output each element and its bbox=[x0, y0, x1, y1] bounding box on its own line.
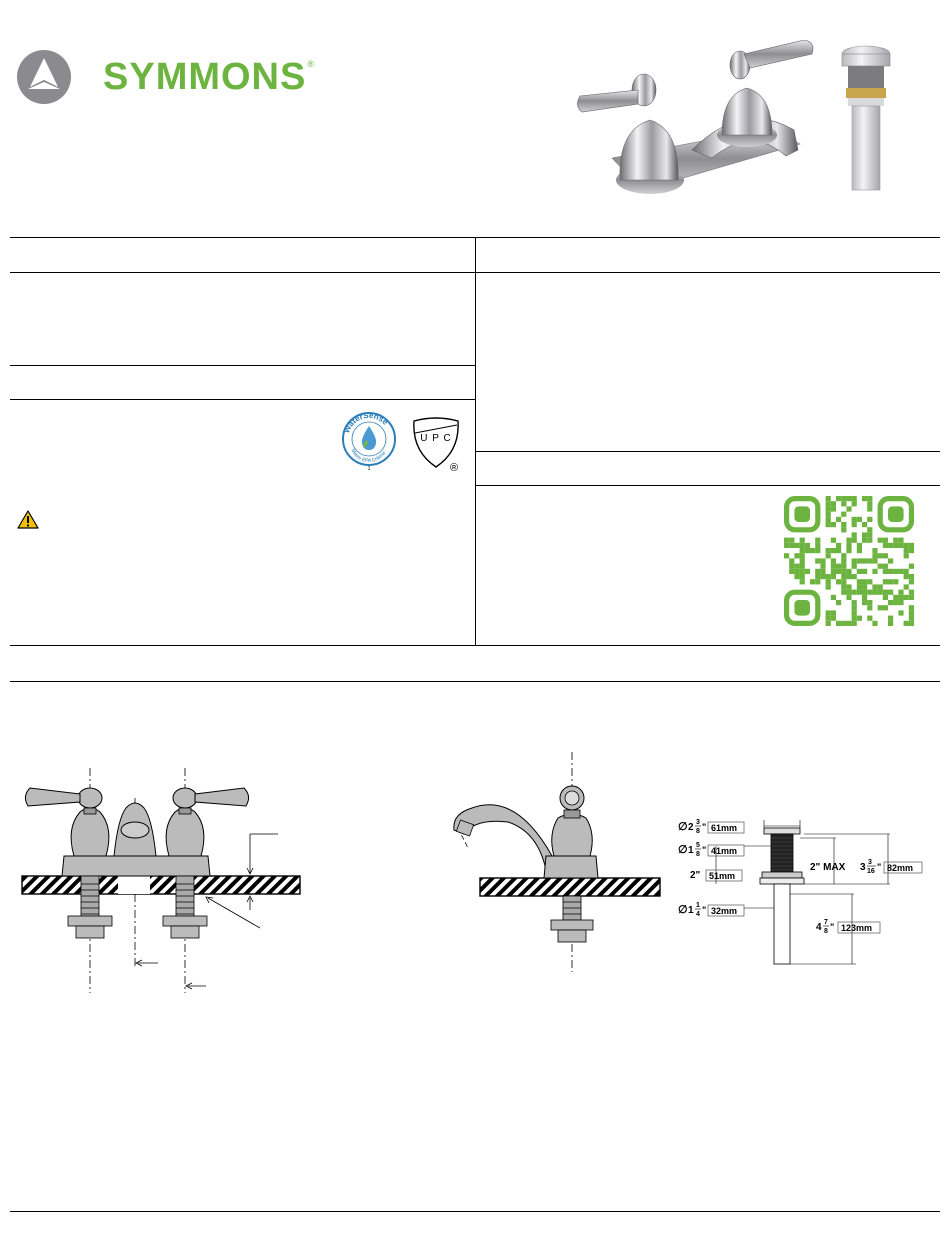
qr-module bbox=[883, 605, 888, 610]
divider bbox=[10, 681, 940, 682]
qr-module bbox=[898, 569, 903, 574]
qr-finder-center bbox=[794, 506, 810, 522]
qr-module bbox=[888, 579, 893, 584]
watersense-bottom-text: Meets EPA Criteria bbox=[349, 448, 387, 465]
qr-module bbox=[857, 590, 862, 595]
qr-module bbox=[867, 558, 872, 563]
qr-module bbox=[909, 543, 914, 548]
qr-module bbox=[888, 543, 893, 548]
qr-module bbox=[852, 538, 857, 543]
qr-module bbox=[826, 496, 831, 501]
brand-name bbox=[103, 58, 315, 96]
svg-text:1: 1 bbox=[367, 466, 371, 472]
tail-length-den: 8 bbox=[824, 928, 828, 935]
qr-module bbox=[904, 595, 909, 600]
qr-module bbox=[867, 616, 872, 621]
qr-module bbox=[789, 543, 794, 548]
divider bbox=[475, 451, 940, 452]
qr-module bbox=[883, 579, 888, 584]
total-height-mm: 82mm bbox=[887, 863, 914, 873]
qr-module bbox=[815, 569, 820, 574]
qr-module bbox=[841, 512, 846, 517]
qr-module bbox=[893, 569, 898, 574]
tail-length-whole: 4 bbox=[816, 922, 822, 933]
upc-text: U P C bbox=[420, 433, 452, 444]
qr-module bbox=[841, 574, 846, 579]
qr-module bbox=[800, 538, 805, 543]
qr-module bbox=[836, 543, 841, 548]
tail-length-mm: 123mm bbox=[841, 923, 873, 933]
divider bbox=[10, 399, 475, 400]
qr-module bbox=[878, 538, 883, 543]
qr-module bbox=[841, 553, 846, 558]
qr-module bbox=[826, 610, 831, 615]
qr-module bbox=[867, 496, 872, 501]
svg-text:": " bbox=[702, 905, 707, 915]
qr-module bbox=[800, 564, 805, 569]
qr-module bbox=[826, 616, 831, 621]
qr-module bbox=[815, 579, 820, 584]
warning-triangle-icon bbox=[17, 510, 39, 529]
qr-module bbox=[883, 553, 888, 558]
qr-module bbox=[857, 569, 862, 574]
qr-module bbox=[846, 574, 851, 579]
qr-module bbox=[909, 616, 914, 621]
qr-module bbox=[836, 548, 841, 553]
qr-module bbox=[836, 496, 841, 501]
qr-module bbox=[784, 538, 789, 543]
svg-text:": " bbox=[877, 862, 882, 872]
qr-module bbox=[846, 496, 851, 501]
qr-module bbox=[815, 548, 820, 553]
qr-module bbox=[857, 584, 862, 589]
qr-module bbox=[898, 610, 903, 615]
qr-module bbox=[909, 621, 914, 626]
qr-module bbox=[826, 506, 831, 511]
qr-module bbox=[878, 553, 883, 558]
qr-module bbox=[898, 543, 903, 548]
qr-module bbox=[857, 616, 862, 621]
qr-module bbox=[846, 538, 851, 543]
faucet-side-view-drawing bbox=[446, 752, 666, 972]
faucet-front-view-drawing bbox=[18, 768, 338, 996]
qr-module bbox=[841, 527, 846, 532]
qr-module bbox=[872, 569, 877, 574]
qr-module bbox=[805, 569, 810, 574]
flange-diameter-mm: 41mm bbox=[711, 846, 738, 856]
tail-diameter-num: 1 bbox=[696, 902, 700, 909]
divider bbox=[10, 365, 475, 366]
qr-module bbox=[904, 584, 909, 589]
svg-text:": " bbox=[702, 845, 707, 855]
tail-diameter-den: 4 bbox=[696, 911, 700, 918]
qr-module bbox=[852, 590, 857, 595]
footer-divider bbox=[10, 1211, 940, 1212]
qr-module bbox=[826, 517, 831, 522]
qr-module bbox=[852, 574, 857, 579]
flange-diameter-den: 8 bbox=[696, 851, 700, 858]
qr-module bbox=[794, 574, 799, 579]
total-height-den: 16 bbox=[867, 868, 875, 875]
qr-module bbox=[815, 538, 820, 543]
drain-dimension-drawing bbox=[676, 808, 926, 973]
svg-text:": " bbox=[702, 822, 707, 832]
qr-module bbox=[800, 569, 805, 574]
qr-module bbox=[893, 595, 898, 600]
qr-module bbox=[862, 590, 867, 595]
qr-module bbox=[831, 522, 836, 527]
qr-module bbox=[836, 579, 841, 584]
qr-module bbox=[857, 579, 862, 584]
qr-module bbox=[883, 590, 888, 595]
tail-diameter-mm: 32mm bbox=[711, 906, 738, 916]
qr-module bbox=[841, 590, 846, 595]
qr-module bbox=[820, 564, 825, 569]
qr-module bbox=[800, 574, 805, 579]
qr-module bbox=[852, 522, 857, 527]
qr-module bbox=[820, 574, 825, 579]
qr-module bbox=[841, 564, 846, 569]
qr-module bbox=[852, 532, 857, 537]
qr-module bbox=[872, 548, 877, 553]
tail-diameter-whole: 1 bbox=[688, 905, 694, 916]
qr-module bbox=[852, 616, 857, 621]
qr-module bbox=[872, 621, 877, 626]
flange-diameter-num: 5 bbox=[696, 842, 700, 849]
qr-module bbox=[904, 574, 909, 579]
qr-module bbox=[909, 548, 914, 553]
qr-module bbox=[904, 543, 909, 548]
qr-module bbox=[898, 600, 903, 605]
qr-module bbox=[841, 501, 846, 506]
qr-module bbox=[800, 548, 805, 553]
qr-module bbox=[852, 501, 857, 506]
qr-module bbox=[909, 595, 914, 600]
qr-module bbox=[867, 590, 872, 595]
qr-module bbox=[841, 558, 846, 563]
qr-module bbox=[794, 564, 799, 569]
qr-module bbox=[862, 584, 867, 589]
qr-module bbox=[789, 538, 794, 543]
qr-code[interactable] bbox=[784, 496, 914, 626]
qr-module bbox=[867, 506, 872, 511]
qr-module bbox=[846, 569, 851, 574]
qr-module bbox=[909, 564, 914, 569]
qr-module bbox=[800, 558, 805, 563]
qr-module bbox=[852, 610, 857, 615]
watersense-logo bbox=[340, 410, 398, 472]
qr-module bbox=[867, 527, 872, 532]
qr-module bbox=[784, 553, 789, 558]
qr-module bbox=[836, 600, 841, 605]
qr-module bbox=[883, 543, 888, 548]
qr-module bbox=[831, 610, 836, 615]
qr-module bbox=[898, 538, 903, 543]
outer-diameter-mm: 61mm bbox=[711, 823, 738, 833]
qr-module bbox=[841, 569, 846, 574]
faucet-product-photo bbox=[572, 40, 822, 200]
qr-module bbox=[862, 522, 867, 527]
qr-module bbox=[810, 579, 815, 584]
flange-diameter-symbol: ∅ bbox=[678, 844, 688, 856]
qr-finder-center bbox=[794, 600, 810, 616]
qr-module bbox=[909, 590, 914, 595]
qr-module bbox=[789, 569, 794, 574]
qr-module bbox=[794, 569, 799, 574]
qr-module bbox=[862, 600, 867, 605]
qr-module bbox=[872, 590, 877, 595]
max-deck-label: 2" MAX bbox=[810, 862, 846, 873]
qr-module bbox=[820, 558, 825, 563]
outer-diameter-den: 8 bbox=[696, 828, 700, 835]
qr-module bbox=[862, 569, 867, 574]
qr-module bbox=[862, 532, 867, 537]
qr-module bbox=[888, 558, 893, 563]
qr-module bbox=[846, 543, 851, 548]
qr-module bbox=[831, 564, 836, 569]
qr-module bbox=[794, 553, 799, 558]
qr-module bbox=[888, 621, 893, 626]
qr-module bbox=[826, 579, 831, 584]
flange-diameter-whole: 1 bbox=[688, 845, 694, 856]
upc-registered-mark: ® bbox=[449, 462, 459, 474]
qr-module bbox=[909, 610, 914, 615]
qr-module bbox=[883, 569, 888, 574]
qr-module bbox=[794, 543, 799, 548]
qr-module bbox=[852, 558, 857, 563]
qr-module bbox=[878, 590, 883, 595]
qr-module bbox=[872, 584, 877, 589]
registered-mark: ® bbox=[307, 59, 315, 69]
qr-module bbox=[872, 558, 877, 563]
qr-module bbox=[852, 621, 857, 626]
qr-module bbox=[852, 600, 857, 605]
brand-name-text: SYMMONS bbox=[103, 56, 307, 98]
qr-module bbox=[789, 558, 794, 563]
qr-module bbox=[888, 569, 893, 574]
qr-module bbox=[862, 558, 867, 563]
tail-diameter-symbol: ∅ bbox=[678, 904, 688, 916]
qr-module bbox=[815, 558, 820, 563]
qr-module bbox=[831, 538, 836, 543]
qr-module bbox=[815, 574, 820, 579]
symmons-emblem-icon bbox=[16, 49, 72, 105]
qr-module bbox=[836, 564, 841, 569]
qr-module bbox=[867, 600, 872, 605]
qr-module bbox=[831, 506, 836, 511]
qr-module bbox=[826, 621, 831, 626]
qr-module bbox=[857, 543, 862, 548]
outer-diameter-whole: 2 bbox=[688, 822, 694, 833]
qr-module bbox=[831, 595, 836, 600]
qr-module bbox=[862, 538, 867, 543]
qr-module bbox=[862, 496, 867, 501]
qr-module bbox=[831, 501, 836, 506]
tail-length-num: 7 bbox=[824, 919, 828, 926]
qr-module bbox=[831, 616, 836, 621]
qr-module bbox=[909, 605, 914, 610]
qr-finder-center bbox=[888, 506, 904, 522]
qr-module bbox=[862, 579, 867, 584]
qr-module bbox=[867, 538, 872, 543]
qr-module bbox=[846, 584, 851, 589]
qr-module bbox=[883, 538, 888, 543]
qr-module bbox=[888, 616, 893, 621]
qr-module bbox=[815, 543, 820, 548]
qr-module bbox=[878, 564, 883, 569]
total-height-num: 3 bbox=[868, 859, 872, 866]
qr-module bbox=[800, 553, 805, 558]
qr-module bbox=[904, 621, 909, 626]
qr-module bbox=[904, 553, 909, 558]
qr-module bbox=[820, 569, 825, 574]
qr-module bbox=[846, 621, 851, 626]
qr-module bbox=[831, 558, 836, 563]
drain-product-photo bbox=[836, 44, 896, 194]
qr-module bbox=[867, 532, 872, 537]
qr-module bbox=[846, 548, 851, 553]
qr-module bbox=[841, 621, 846, 626]
qr-module bbox=[846, 595, 851, 600]
qr-module bbox=[831, 574, 836, 579]
qr-module bbox=[836, 569, 841, 574]
qr-module bbox=[826, 512, 831, 517]
qr-module bbox=[867, 501, 872, 506]
column-divider bbox=[475, 237, 476, 645]
qr-module bbox=[805, 548, 810, 553]
outer-diameter-num: 3 bbox=[696, 819, 700, 826]
qr-module bbox=[852, 605, 857, 610]
qr-module bbox=[800, 579, 805, 584]
qr-module bbox=[841, 584, 846, 589]
qr-module bbox=[841, 522, 846, 527]
qr-module bbox=[909, 579, 914, 584]
qr-module bbox=[826, 574, 831, 579]
divider bbox=[10, 645, 940, 646]
qr-module bbox=[893, 579, 898, 584]
total-height-whole: 3 bbox=[860, 862, 866, 873]
qr-module bbox=[867, 605, 872, 610]
qr-module bbox=[883, 595, 888, 600]
qr-module bbox=[800, 543, 805, 548]
qr-module bbox=[789, 564, 794, 569]
qr-module bbox=[831, 569, 836, 574]
svg-text:": " bbox=[830, 922, 835, 932]
qr-module bbox=[841, 496, 846, 501]
qr-module bbox=[852, 496, 857, 501]
qr-module bbox=[857, 548, 862, 553]
qr-module bbox=[904, 569, 909, 574]
qr-module bbox=[826, 501, 831, 506]
qr-module bbox=[826, 553, 831, 558]
qr-module bbox=[852, 517, 857, 522]
divider bbox=[475, 485, 940, 486]
qr-module bbox=[878, 584, 883, 589]
qr-module bbox=[909, 574, 914, 579]
qr-module bbox=[857, 517, 862, 522]
qr-module bbox=[846, 506, 851, 511]
qr-module bbox=[872, 553, 877, 558]
qr-module bbox=[893, 543, 898, 548]
qr-module bbox=[831, 548, 836, 553]
qr-module bbox=[893, 538, 898, 543]
qr-module bbox=[810, 548, 815, 553]
qr-module bbox=[867, 517, 872, 522]
qr-module bbox=[836, 621, 841, 626]
qr-module bbox=[805, 543, 810, 548]
upc-certification-logo bbox=[410, 415, 464, 475]
qr-module bbox=[904, 548, 909, 553]
qr-module bbox=[898, 590, 903, 595]
qr-module bbox=[852, 564, 857, 569]
qr-module bbox=[898, 595, 903, 600]
qr-module bbox=[857, 558, 862, 563]
qr-module bbox=[836, 517, 841, 522]
qr-module bbox=[784, 543, 789, 548]
qr-module bbox=[883, 564, 888, 569]
flange-height-whole: 2" bbox=[690, 870, 701, 881]
qr-module bbox=[841, 579, 846, 584]
qr-module bbox=[846, 590, 851, 595]
outer-diameter-symbol: ∅ bbox=[678, 821, 688, 833]
qr-module bbox=[888, 600, 893, 605]
qr-module bbox=[888, 590, 893, 595]
qr-module bbox=[826, 584, 831, 589]
flange-height-mm: 51mm bbox=[709, 871, 736, 881]
qr-module bbox=[878, 605, 883, 610]
qr-module bbox=[867, 579, 872, 584]
qr-module bbox=[893, 600, 898, 605]
qr-module bbox=[862, 595, 867, 600]
watersense-arc-text: WaterSense bbox=[341, 410, 390, 435]
qr-module bbox=[826, 548, 831, 553]
qr-module bbox=[826, 522, 831, 527]
